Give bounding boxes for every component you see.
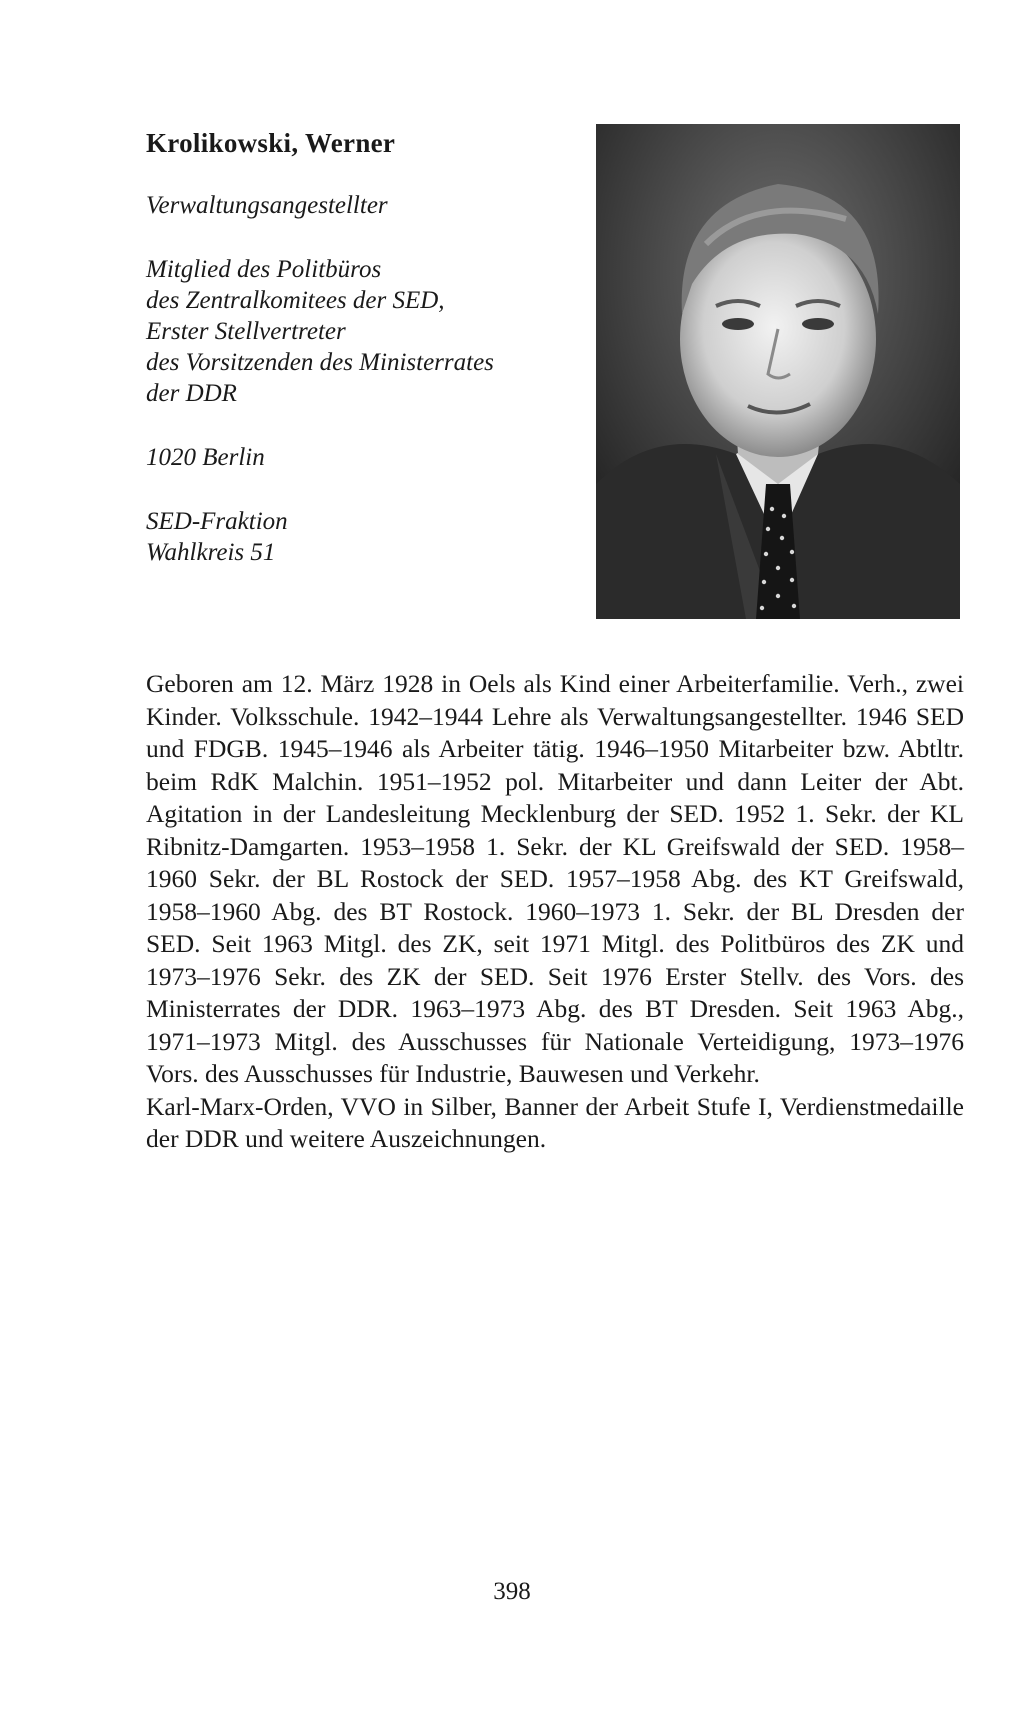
position-line: Erster Stellvertreter [146, 318, 346, 345]
entry-profession: Verwaltungsangestellter [146, 192, 388, 219]
entry-meta [146, 190, 586, 601]
position-line: des Vorsitzenden des Ministerrates [146, 349, 494, 376]
biography-text: Geboren am 12. März 1928 in Oels als Kind einer Arbeiterfamilie. Verh., zwei Kinder. Volksschule. 1942–1944 Lehre als Verwaltungsangestellter. 1946 SED und FDGB. 1945–1946 als Arbeiter tätig. 1946–1950 Mitarbeiter bzw. Abtltr. beim RdK Malchin. 1951–1952 pol. Mitarbeiter und dann Leiter der Abt. Agitation in der Landesleitung Mecklenburg der SED. 1952 1. Sekr. der KL Ribnitz-Damgarten. 1953–1958 1. Sekr. der KL Greifswald der SED. 1958–1960 Sekr. der BL Rostock der SED. 1957–1958 Abg. des KT Greifswald, 1958–1960 Abg. des BT Rostock. 1960–1973 1. Sekr. der BL Dresden der SED. Seit 1963 Mitgl. des ZK, seit 1971 Mitgl. des Politbüros des ZK und 1973–1976 Sekr. des ZK der SED. Seit 1976 Erster Stellv. des Vors. des Ministerrates der DDR. 1963–1973 Abg. des BT Dresden. Seit 1963 Abg., 1971–1973 Mitgl. des Ausschusses für Nationale Verteidigung, 1973–1976 Vors. des Ausschusses für Industrie, Bauwesen und Verkehr. [146, 669, 964, 1088]
position-line: des Zentralkomitees der SED, [146, 287, 445, 314]
entry-faction: SED-Fraktion [146, 508, 288, 535]
entry-positions [146, 254, 586, 409]
position-line: der DDR [146, 380, 237, 407]
page-number: 398 [493, 1578, 531, 1605]
entry-name: Krolikowski, Werner [146, 128, 396, 158]
entry-constituency: Wahlkreis 51 [146, 539, 276, 566]
entry-location: 1020 Berlin [146, 444, 265, 471]
position-line: Mitglied des Politbüros [146, 256, 382, 283]
portrait-photo [596, 124, 960, 619]
entry-biography [146, 668, 964, 1156]
portrait-icon [596, 124, 960, 619]
awards-text: Karl-Marx-Orden, VVO in Silber, Banner der Arbeit Stufe I, Verdienstmedaille der DDR und weitere Auszeichnungen. [146, 1091, 964, 1153]
